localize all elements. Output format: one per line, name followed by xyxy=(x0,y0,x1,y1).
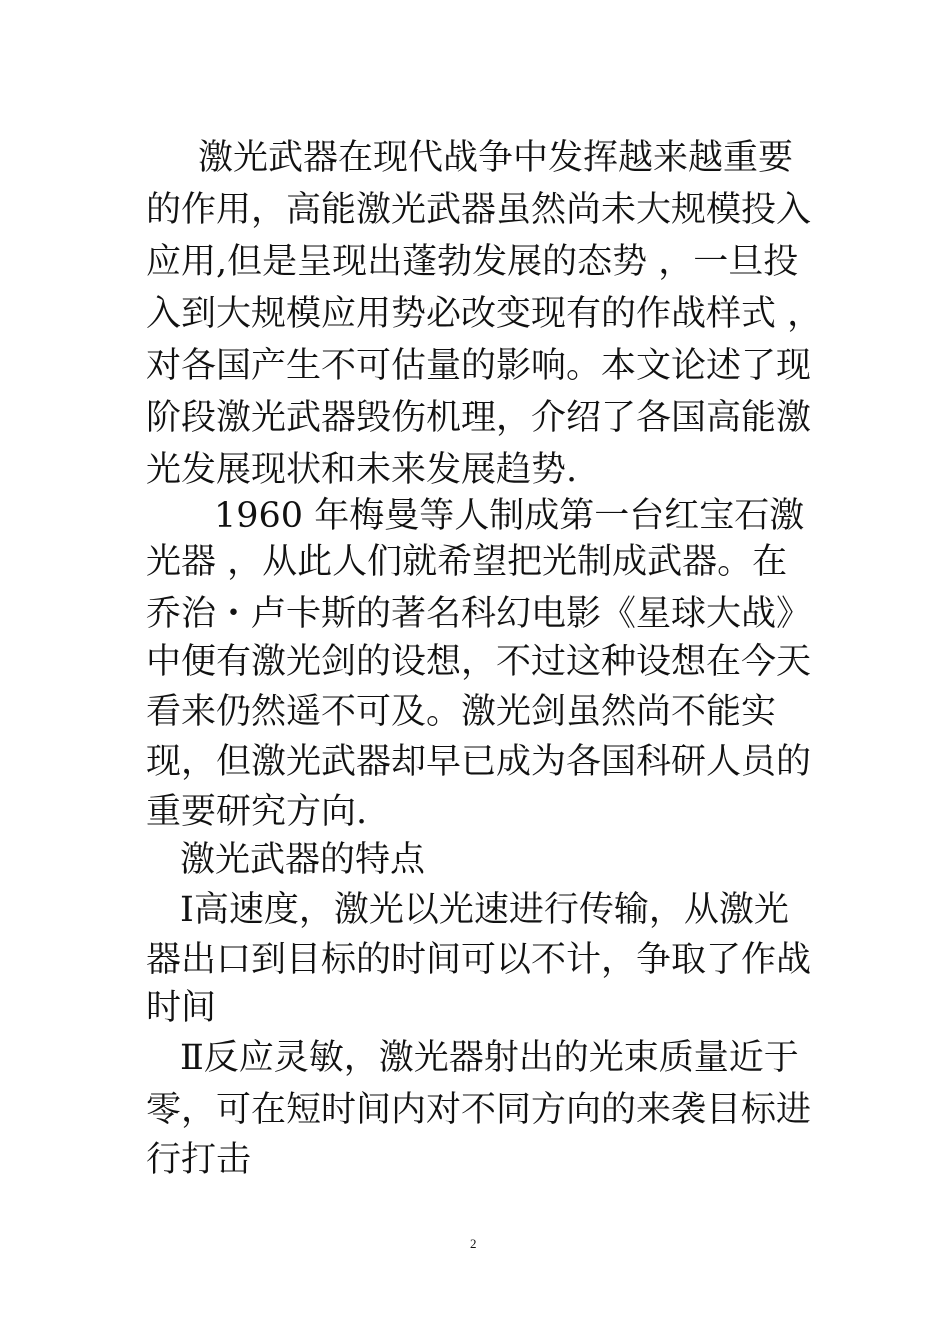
text-line: 乔治・卢卡斯的著名科幻电影《星球大战》 xyxy=(146,594,812,634)
text-line: 行打击 xyxy=(146,1140,252,1180)
text-line: Ⅰ高速度，激光以光速进行传输，从激光 xyxy=(180,890,789,930)
text-line: 现，但激光武器却早已成为各国科研人员的 xyxy=(146,742,812,782)
text-line: 阶段激光武器毁伤机理，介绍了各国高能激 xyxy=(146,398,812,438)
text-line: 应用,但是呈现出蓬勃发展的态势 ，一旦投 xyxy=(146,242,799,282)
text-line: 零，可在短时间内对不同方向的来袭目标进 xyxy=(146,1090,812,1130)
text-line: 器出口到目标的时间可以不计，争取了作战 xyxy=(146,940,812,980)
text-line: 对各国产生不可估量的影响。本文论述了现 xyxy=(146,346,812,386)
text-line: 光器 ，从此人们就希望把光制成武器。在 xyxy=(146,542,788,582)
text-line: Ⅱ反应灵敏，激光器射出的光束质量近于 xyxy=(180,1038,799,1078)
text-line: 重要研究方向. xyxy=(146,792,368,832)
text-line: 时间 xyxy=(146,988,217,1028)
text-line: 激光武器在现代战争中发挥越来越重要 xyxy=(198,138,794,178)
text-line: 看来仍然遥不可及。激光剑虽然尚不能实 xyxy=(146,692,777,732)
text-line: 中便有激光剑的设想，不过这种设想在今天 xyxy=(146,642,812,682)
section-heading: 激光武器的特点 xyxy=(180,840,426,880)
page-number: 2 xyxy=(470,1236,477,1251)
text-line: 1960 年梅曼等人制成第一台红宝石激 xyxy=(214,496,805,536)
text-line: 入到大规模应用势必改变现有的作战样式 ， xyxy=(146,294,823,334)
text-line: 光发展现状和未来发展趋势. xyxy=(146,450,578,490)
text-line: 的作用，高能激光武器虽然尚未大规模投入 xyxy=(146,190,812,230)
